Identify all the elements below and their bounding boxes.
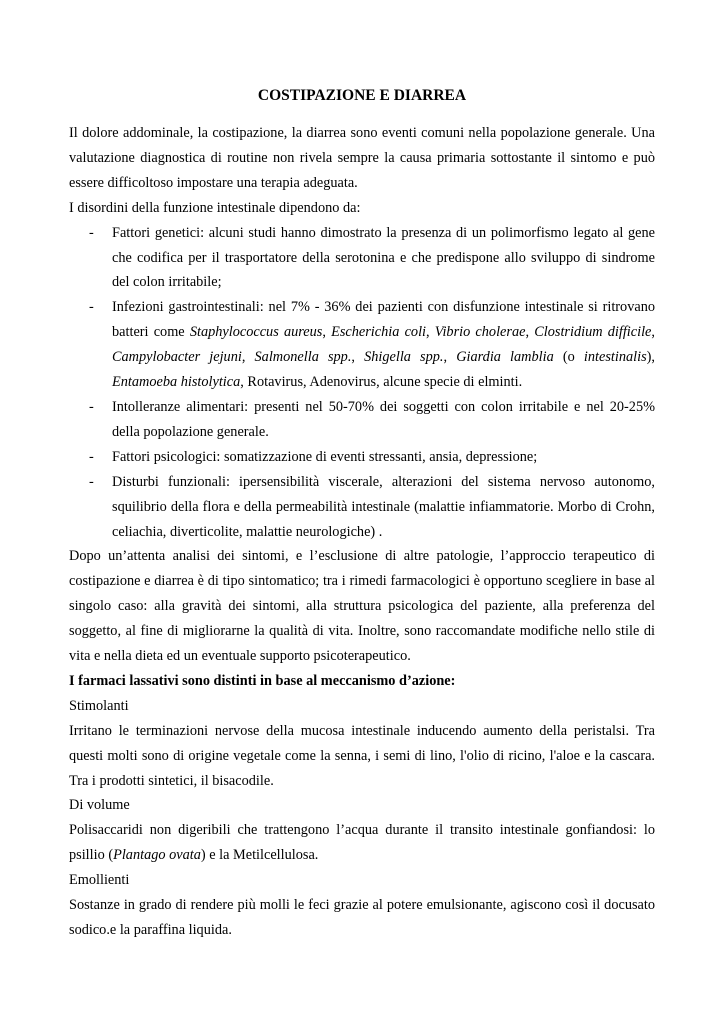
- separator: ,: [426, 324, 435, 341]
- emollients-heading: Emollienti: [69, 872, 130, 889]
- bullet-dash: -: [89, 448, 94, 465]
- stimulants-heading: Stimolanti: [69, 697, 129, 714]
- separator: ),: [646, 349, 655, 366]
- bulk-tail: ) e la Metilcellulosa.: [200, 847, 319, 864]
- list-item-text: Intolleranze alimentari: presenti nel 50-70% dei soggetti con colon irritabile e nel 20-25% della popolazione generale.: [112, 398, 655, 440]
- infections-lead: Infezioni gastrointestinali: nel 7% - 36% dei pazienti con disfunzione intestinale si ritrovano batteri come: [112, 299, 655, 341]
- list-item-functional: [69, 470, 655, 545]
- bacterium-name: Campylobacter jejuni: [112, 349, 242, 366]
- list-item-psychological: [69, 445, 655, 470]
- bullet-dash: -: [89, 299, 94, 316]
- laxatives-heading: I farmaci lassativi sono distinti in base al meccanismo d’azione:: [69, 672, 456, 689]
- list-item-text: Fattori genetici: alcuni studi hanno dimostrato la presenza di un polimorfismo legato al gene che codifica per il trasportatore della serotonina e che predispone allo sviluppo di sindrome del colon irritabile;: [112, 224, 655, 291]
- intro-paragraph: Il dolore addominale, la costipazione, la diarrea sono eventi comuni nella popolazione generale. Una valutazione diagnostica di routine non rivela sempre la causa primaria sottostante il sintomo e può essere difficoltoso impostare una terapia adeguata.: [69, 125, 655, 191]
- bacterium-name: Escherichia coli: [331, 324, 427, 341]
- therapy-paragraph: Dopo un’attenta analisi dei sintomi, e l’esclusione di altre patologie, l’approccio terapeutico di costipazione e diarrea è di tipo sintomatico; tra i rimedi farmacologici è opportuno scegliere in base al singolo caso: alla gravità dei sintomi, alla struttura psicologica del paziente, alla preferenza del soggetto, al fine di migliorarne la qualità di vita. Inoltre, sono raccomandate modifiche nello stile di vita e nella dieta ed un eventuale supporto psicoterapeutico.: [69, 548, 655, 665]
- bullet-dash: -: [89, 473, 94, 490]
- parasite-name: Entamoeba histolytica: [112, 374, 241, 391]
- bulk-lead: Polisaccaridi non digeribili che trattengono l’acqua durante il transito intestinale gonfiandosi: lo psillio (: [69, 822, 655, 864]
- bacterium-name: Clostridium difficile: [534, 324, 652, 341]
- list-item-infections: [69, 295, 655, 395]
- list-item-genetic: [69, 221, 655, 296]
- plant-name: Plantago ovata: [113, 847, 201, 864]
- list-item-text: Disturbi funzionali: ipersensibilità viscerale, alterazioni del sistema nervoso autonomo, squilibrio della flora e della permeabilità intestinale (malattie infiammatorie. Morbo di Crohn, celiachia, diverticolite, malattie neurologiche) .: [112, 473, 655, 540]
- bacterium-name: Salmonella spp.: [254, 349, 352, 366]
- page-title: COSTIPAZIONE E DIARREA: [257, 87, 467, 104]
- document-body: [69, 121, 655, 943]
- parasite-name: intestinalis: [583, 349, 647, 366]
- parasite-name: Giardia lamblia: [456, 349, 554, 366]
- bacterium-name: Shigella spp.: [364, 349, 444, 366]
- infections-tail: , Rotavirus, Adenovirus, alcune specie di elminti.: [240, 374, 523, 391]
- separator: ,: [443, 349, 457, 366]
- separator: ,: [322, 324, 332, 341]
- bulk-text: [69, 818, 655, 868]
- bacterium-name: Vibrio cholerae: [434, 324, 526, 341]
- bulk-heading: Di volume: [69, 797, 130, 814]
- separator: ,: [525, 324, 535, 341]
- list-item-text: Fattori psicologici: somatizzazione di eventi stressanti, ansia, depressione;: [112, 448, 538, 465]
- bacterium-name: Staphylococcus aureus: [189, 324, 323, 341]
- emollients-text: Sostanze in grado di rendere più molli le feci grazie al potere emulsionante, agiscono così il docusato sodico.e la paraffina liquida.: [69, 897, 655, 938]
- disorders-list: [69, 221, 655, 545]
- separator: ,: [241, 349, 255, 366]
- stimulants-text: Irritano le terminazioni nervose della mucosa intestinale inducendo aumento della peristalsi. Tra questi molti sono di origine vegetale come la senna, i semi di lino, l'olio di ricino, l'aloe e la cascara. Tra i prodotti sintetici, il bisacodile.: [69, 722, 655, 789]
- separator: ,: [651, 324, 655, 341]
- list-item-intolerance: [69, 395, 655, 445]
- bullet-dash: -: [89, 224, 94, 241]
- separator: ,: [351, 349, 365, 366]
- bullet-dash: -: [89, 398, 94, 415]
- separator: (o: [553, 349, 584, 366]
- disorders-lead: I disordini della funzione intestinale dipendono da:: [69, 199, 361, 216]
